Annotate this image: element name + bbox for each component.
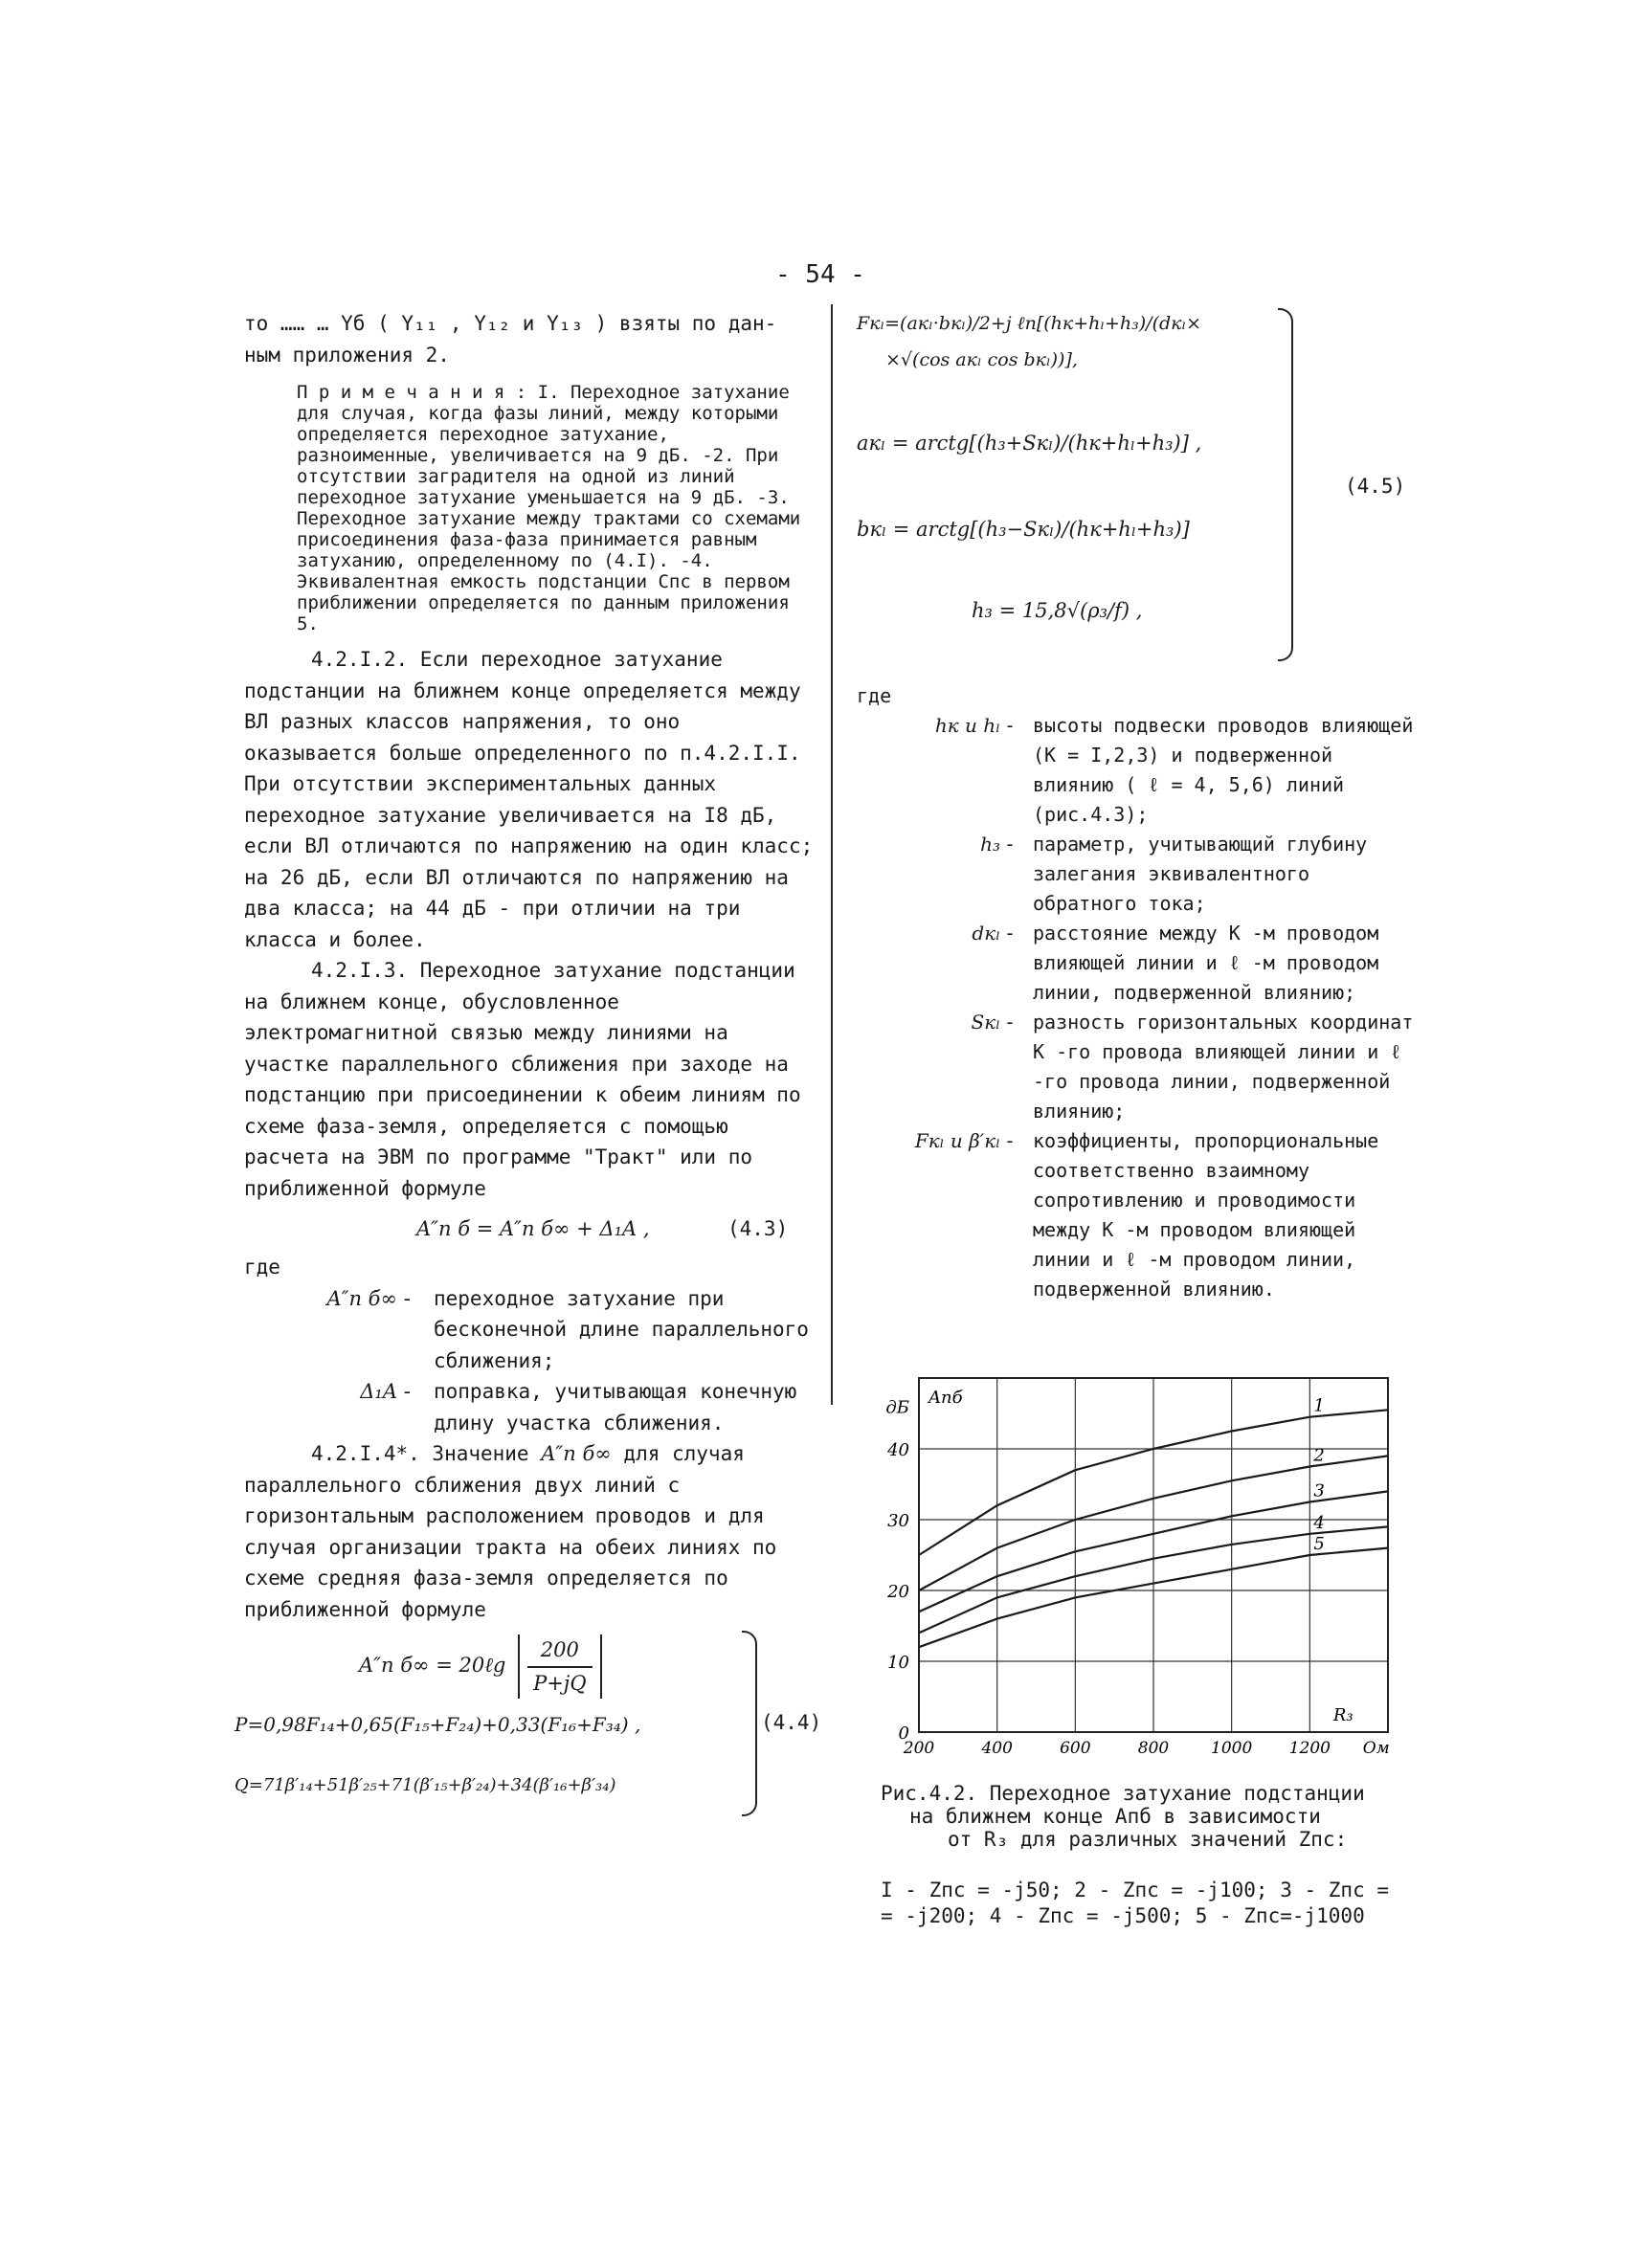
- def-text: коэффициенты, пропорциональные соответственно взаимному сопротивлению и проводимости между K -м проводом влияющей линии и ℓ -м проводом линии, подверженной влиянию.: [1033, 1129, 1379, 1301]
- x-axis-label: R₃: [1332, 1705, 1353, 1725]
- column-divider: [831, 304, 833, 1405]
- curve-label-4: 4: [1313, 1512, 1325, 1533]
- page-number: - 54 -: [775, 260, 865, 289]
- x-tick-label: 1200: [1288, 1739, 1331, 1758]
- y-tick-label: 30: [887, 1511, 909, 1531]
- left-column: [235, 308, 822, 1822]
- y-tick-label: 0: [898, 1723, 909, 1744]
- equation-4-4: [235, 1631, 822, 1822]
- figure-4-2-chart: [871, 1359, 1407, 1780]
- y-tick-label: 10: [887, 1653, 909, 1673]
- y-tick-label: 20: [887, 1582, 909, 1602]
- y-unit-label: дБ: [885, 1397, 909, 1418]
- eq45-brace: [1278, 308, 1293, 661]
- caption-line-2: на ближнем конце Aпб в зависимости: [909, 1805, 1321, 1828]
- x-unit-label: Ом: [1362, 1739, 1390, 1758]
- curve-label-2: 2: [1313, 1445, 1325, 1466]
- def-text: разность горизонтальных координат K -го провода влияющей линии и ℓ -го провода линии, подверженной влиянию;: [1033, 1011, 1414, 1123]
- paragraph-4-2-1-3: 4.2.I.3. Переходное затухание подстанции на ближнем конце, обусловленное электромагнитной связью между линиями на участке параллельного сближения при заходе на подстанцию при присоединении к обеим линиям по схеме фаза-земля, определяется с помощью расчета на ЭВМ по программе "Тракт" или по приближенной формуле: [244, 959, 801, 1200]
- paragraph-4-2-1-4: [244, 1438, 818, 1625]
- def-text: расстояние между K -м проводом влияющей линии и ℓ -м проводом линии, подверженной влиянию;: [1033, 922, 1379, 1004]
- def2-text: поправка, учитывающая конечную длину участка сближения.: [434, 1380, 797, 1434]
- x-tick-label: 600: [1060, 1739, 1091, 1758]
- x-tick-label: 800: [1137, 1739, 1170, 1758]
- x-tick-label: 400: [981, 1739, 1013, 1758]
- equation-4-3-number: (4.3): [727, 1217, 789, 1240]
- where-label: где: [244, 1256, 280, 1279]
- def-symbol: dкₗ: [972, 922, 1000, 945]
- curve-label-3: 3: [1313, 1480, 1325, 1501]
- eq44-lhs: A″п б∞ = 20ℓg: [359, 1654, 506, 1677]
- eq45-line1: Fкₗ=(aкₗ·bкₗ)/2+j ℓn[(hк+hₗ+h₃)/(dкₗ×: [857, 313, 1202, 334]
- y-axis-label: Aпб: [928, 1388, 963, 1408]
- equation-4-3: [244, 1204, 818, 1252]
- eq45-b: bкₗ = arctg[(h₃−Sкₗ)/(hк+hₗ+h₃)]: [857, 518, 1190, 541]
- def-symbol: Fкₗ и β′кₗ: [914, 1129, 1000, 1152]
- y-tick-label: 40: [887, 1440, 909, 1460]
- equation-4-5: [857, 308, 1417, 681]
- equation-4-3-body: A″п б = A″п б∞ + Δ₁A ,: [416, 1217, 650, 1240]
- p4214-symbol: A″п б∞: [541, 1442, 612, 1465]
- curve-label-5: 5: [1313, 1534, 1325, 1554]
- p4214-rest: для случая параллельного сближения двух линий с горизонтальным расположением проводов и для случая организации тракта на обеих линиях по схеме средняя фаза-земля определяется по приближенной формуле: [244, 1442, 777, 1621]
- eq45-a: aкₗ = arctg[(h₃+Sкₗ)/(hк+hₗ+h₃)] ,: [857, 432, 1202, 455]
- dash: -: [401, 1286, 414, 1310]
- eq44-p: P=0,98F₁₄+0,65(F₁₅+F₂₄)+0,33(F₁₆+F₃₄) ,: [235, 1713, 641, 1736]
- def2-symbol: Δ₁A: [360, 1380, 397, 1403]
- figure-4-2: [871, 1359, 1407, 1780]
- caption-line-3: от R₃ для различных значений Zпс:: [948, 1828, 1348, 1851]
- def-text: высоты подвески проводов влияющей (K = I,2,3) и подверженной влиянию ( ℓ = 4, 5,6) линий (рис.4.3);: [1033, 714, 1414, 826]
- x-tick-label: 200: [903, 1739, 935, 1758]
- chart-labels: [927, 1388, 1353, 1725]
- caption-line-1: Рис.4.2. Переходное затухание подстанции: [881, 1782, 1365, 1805]
- eq44-number: (4.4): [761, 1711, 822, 1734]
- eq44-brace: [742, 1631, 757, 1816]
- eq45-line2: ×√(cos aкₗ cos bкₗ))],: [885, 349, 1078, 370]
- def-symbol: Sкₗ: [971, 1011, 1000, 1034]
- right-column: [857, 308, 1417, 1304]
- eq44-denominator: P+jQ: [533, 1671, 587, 1695]
- curve-label-1: 1: [1313, 1395, 1325, 1416]
- p4214-lead: 4.2.I.4*. Значение: [311, 1442, 529, 1465]
- intro-line-1: то …… … Yб ( Y₁₁ , Y₁₂ и Y₁₃ ) взяты по дан-: [244, 312, 777, 335]
- notes-paragraph: П р и м е ч а н и я : I. Переходное затухание для случая, когда фазы линий, между которыми определяется переходное затухание, разноименные, увеличивается на 9 дБ. -2. При отсутствии заградителя на одной из линий переходное затухание уменьшается на 9 дБ. -3. Переходное затухание между трактами со схемами присоединения фаза-фаза принимается равным затуханию, определенному по (4.I). -4. Эквивалентная емкость подстанции Cпс в первом приближении определяется по данным приложения 5.: [297, 382, 801, 634]
- x-tick-label: 1000: [1211, 1739, 1253, 1758]
- intro-line-2: ным приложения 2.: [244, 343, 450, 367]
- figure-caption: [881, 1782, 1417, 1851]
- eq45-number: (4.5): [1345, 475, 1406, 498]
- def-symbol: h₃: [980, 833, 1000, 856]
- definitions-4-3: [244, 1252, 818, 1438]
- paragraph-4-2-1-2: 4.2.I.2. Если переходное затухание подстанции на ближнем конце определяется между ВЛ разных классов напряжения, то оно оказывается больше определенного по п.4.2.I.I. При отсутствии экспериментальных данных переходное затухание увеличивается на I8 дБ, если ВЛ отличаются по напряжению на один класс; на 26 дБ, если ВЛ отличаются по напряжению на два класса; на 44 дБ - при отличии на три класса и более.: [244, 648, 814, 951]
- def1-text: переходное затухание при бесконечной длине параллельного сближения;: [434, 1286, 809, 1372]
- legend-line-1: I - Zпс = -j50; 2 - Zпс = -j100; 3 - Zпс =: [881, 1879, 1390, 1901]
- def1-symbol: A″п б∞: [326, 1286, 397, 1310]
- def-symbol: hк и hₗ: [934, 714, 1000, 737]
- eq44-q: Q=71β′₁₄+51β′₂₅+71(β′₁₅+β′₂₄)+34(β′₁₆+β′₃₄): [235, 1775, 616, 1795]
- definitions-4-5: где hк и hₗ - высоты подвески проводов влияющей (K = I,2,3) и подверженной влиянию ( ℓ = 4, 5,6) линий (рис.4.3); h₃ - параметр, учитывающий глубину залегания эквивалентного обратного тока; dкₗ - расстояние между K -м проводом влияющей линии и ℓ -м проводом линии, подверженной влиянию; Sкₗ - разность горизонтальных координат K -го провода влияющей линии и ℓ -го провода линии, подверженной влиянию; Fкₗ и β′кₗ - коэффициенты, пропорциональные соответственно взаимному сопротивлению и проводимости между K -м проводом влияющей линии и ℓ -м проводом линии, подверженной влиянию.: [857, 681, 1417, 1304]
- def-text: параметр, учитывающий глубину залегания эквивалентного обратного тока;: [1033, 833, 1368, 915]
- figure-legend: [881, 1878, 1417, 1929]
- legend-line-2: = -j200; 4 - Zпс = -j500; 5 - Zпс=-j1000: [881, 1904, 1365, 1927]
- where-label: где: [857, 684, 892, 707]
- eq44-numerator: 200: [527, 1634, 592, 1668]
- eq45-h: h₃ = 15,8√(ρ₃/f) ,: [972, 599, 1143, 622]
- dash: -: [401, 1380, 414, 1403]
